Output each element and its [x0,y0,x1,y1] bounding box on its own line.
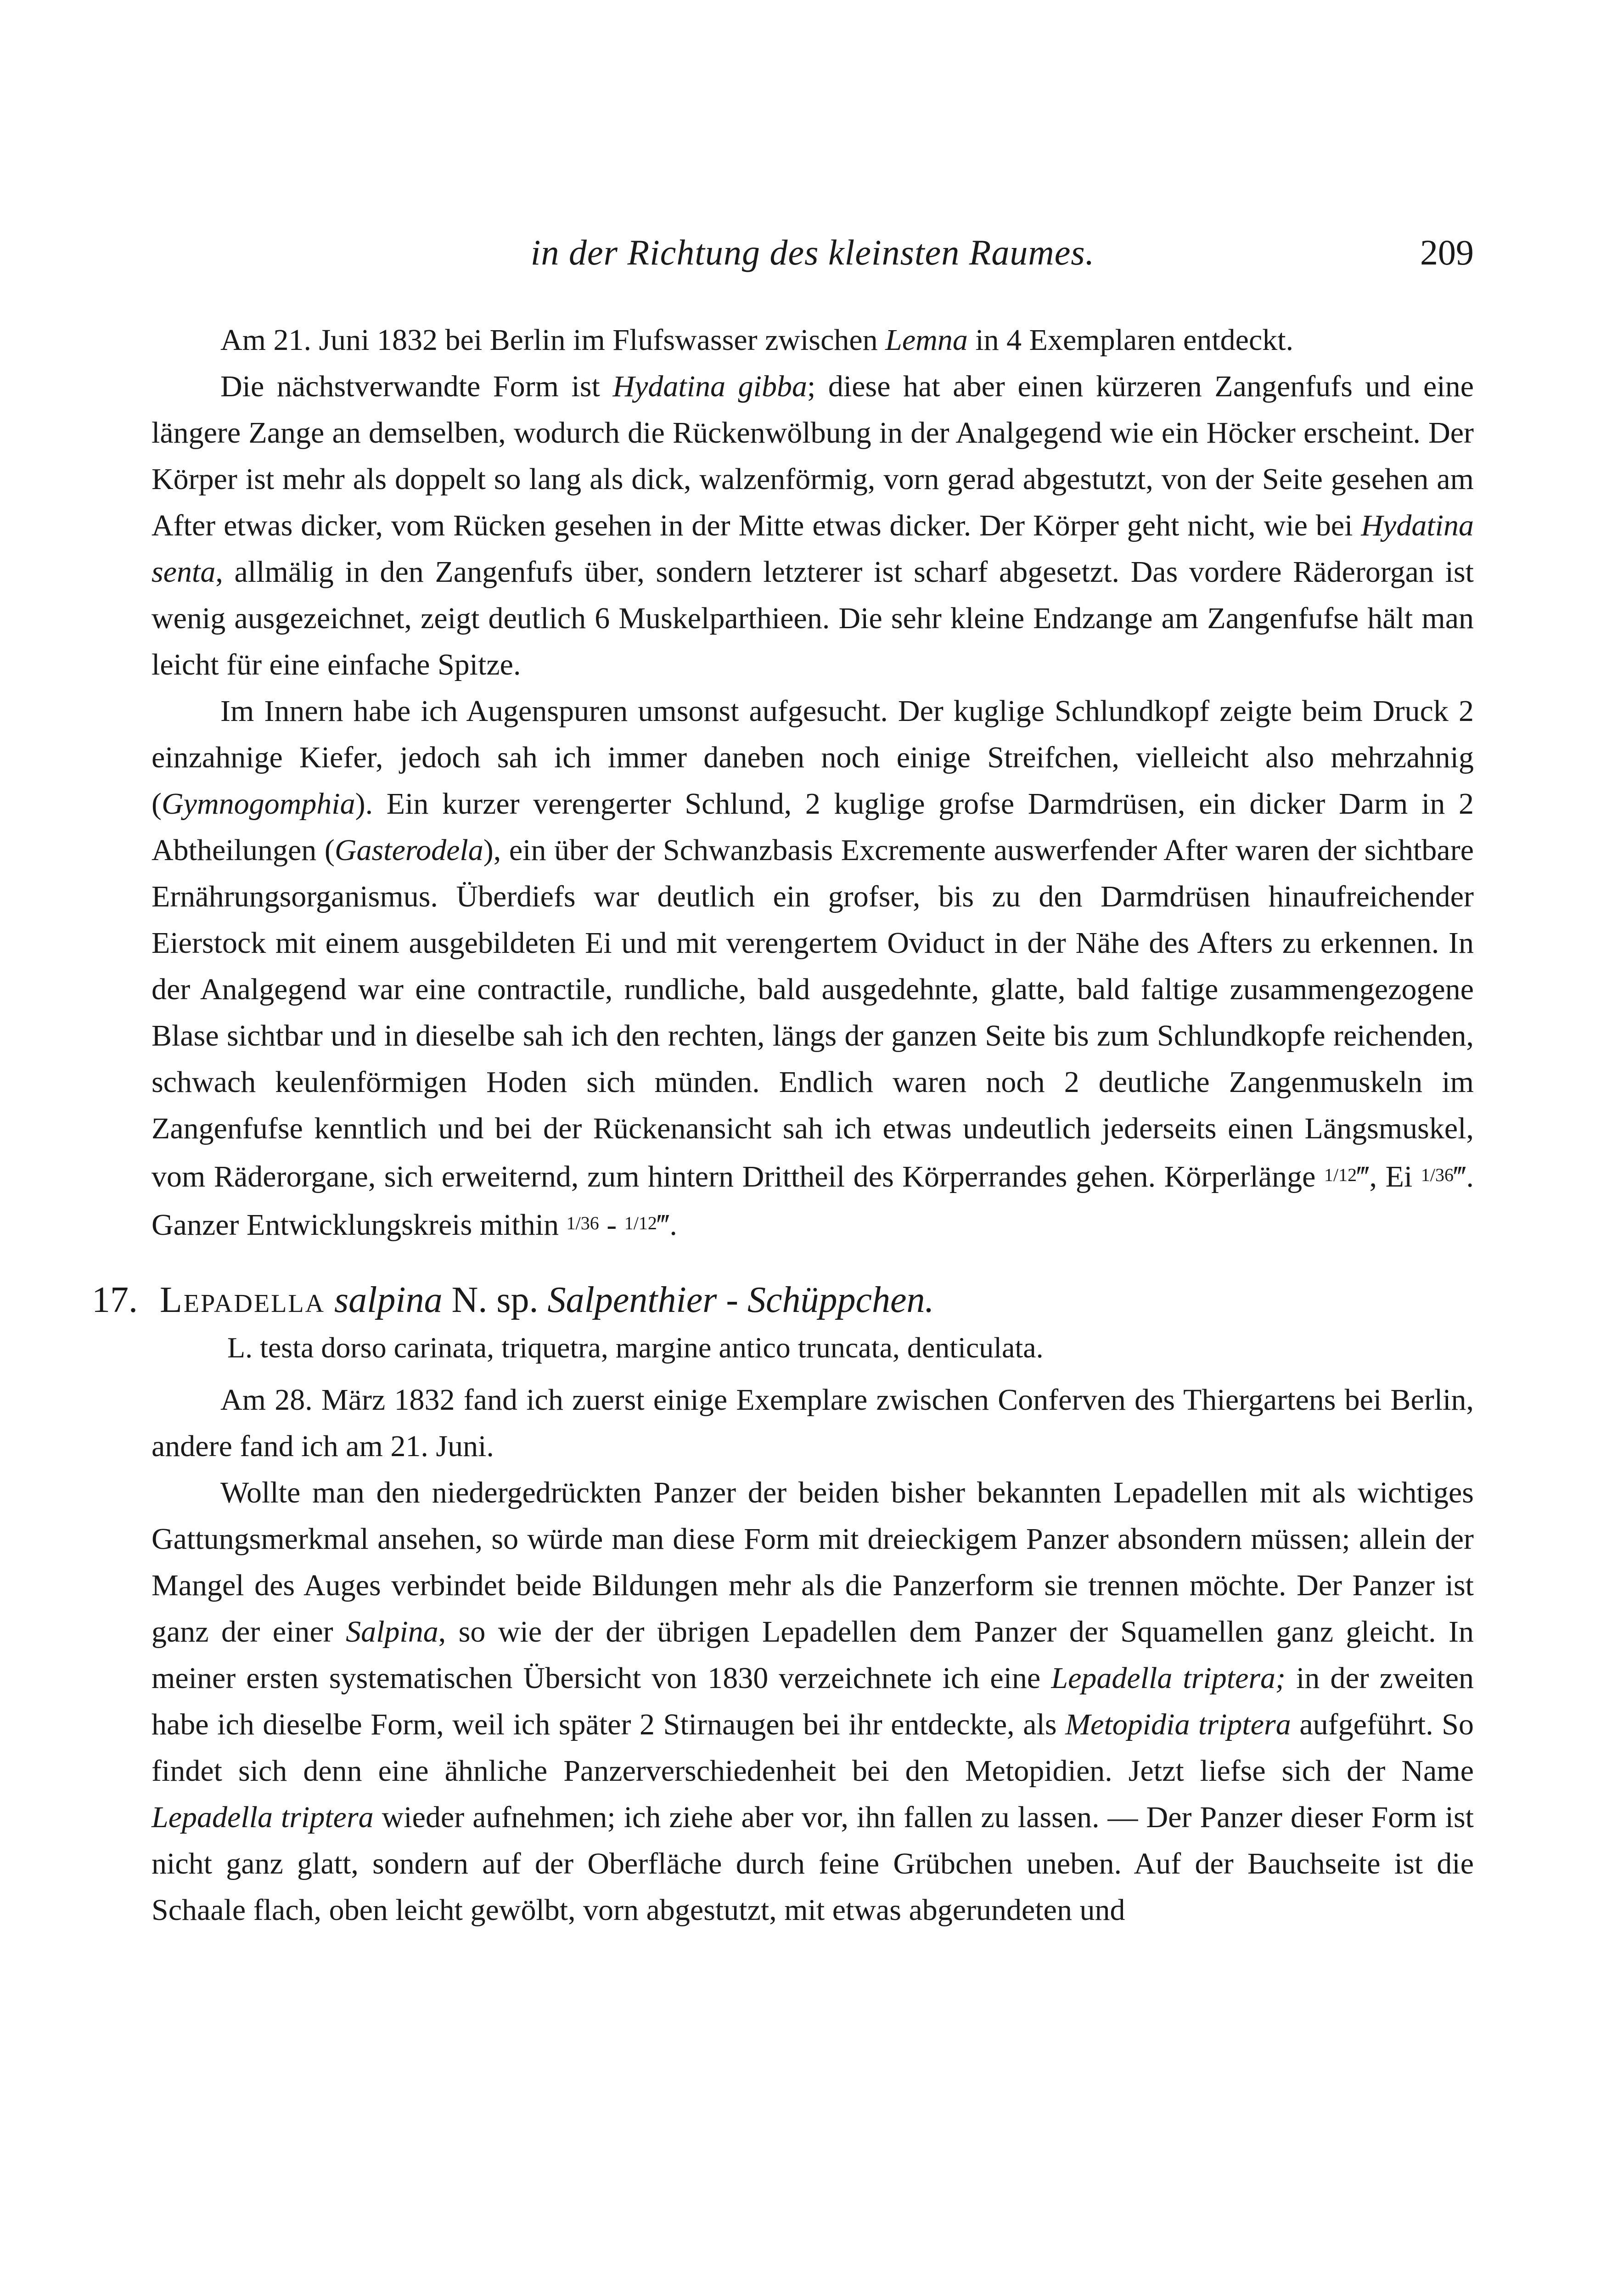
running-title: in der Richtung des kleinsten Raumes. [530,232,1095,272]
text-run: Wollte man den niedergedrückten Panzer der beiden bisher bekannten Lepadellen mit als wichtiges Gattungsmerkmal ansehen, so würde man diese Form mit dreieckigem Panzer absondern müssen; allein der Mangel des Auges verbindet beide Bildungen mehr als die Panzerform sie trennen möchte. Der Panzer ist ganz der einer [152,1476,1474,1649]
text-run: , allmälig in den Zangenfufs über, sondern letzterer ist scharf abgesetzt. Das vordere Räderorgan ist wenig ausgezeichnet, zeigt deutlich 6 Muskelparthieen. Die sehr kleine Endzange am Zangenfufse hält man leicht für eine einfache Spitze. [152,555,1474,681]
species-heading [92,1275,1474,1325]
text-run: ). Ein kurzer verengerter Schlund, 2 kuglige grofse Darmdrüsen, ein dicker Darm in 2 Abtheilungen ( [152,787,1474,867]
paragraph-finding: Am 28. März 1832 fand ich zuerst einige Exemplare zwischen Conferven des Thiergartens bei Berlin, andere fand ich am 21. Juni. [152,1383,1474,1463]
text-run: Am 21. Juni 1832 bei Berlin im Flufswasser zwischen [220,323,886,357]
taxon-name: Hydatina senta [152,509,1474,589]
paragraph-comparison [152,363,1474,688]
text-run: ‴. [657,1208,677,1242]
text-run: - [599,1208,624,1242]
fraction: 1/12 [1324,1165,1357,1185]
species-number: 17. [92,1280,138,1320]
text-run: Im Innern habe ich Augenspuren umsonst aufgesucht. Der kuglige Schlundkopf zeigte beim Druck 2 einzahnige Kiefer, jedoch sah ich immer daneben noch einige Streifchen, vielleicht also mehrzahnig ( [152,694,1474,821]
taxon-name: Hydatina gibba [612,370,807,403]
text-run: ‴, Ei [1357,1160,1421,1193]
text-run: ; diese hat aber einen kürzeren Zangenfufs und eine längere Zange an demselben, wodurch die Rückenwölbung in der Analgegend wie ein Höcker erscheint. Der Körper ist mehr als doppelt so lang als dick, walzenförmig, vorn gerad abgestutzt, von der Seite gesehen am After etwas dicker, vom Rücken gesehen in der Mitte etwas dicker. Der Körper geht nicht, wie bei [152,370,1474,542]
taxon-name: Lepadella triptera [152,1801,374,1834]
latin-diagnosis: L. testa dorso carinata, triquetra, margine antico truncata, denticulata. [227,1331,1044,1364]
common-name: Salpenthier - Schüppchen. [547,1280,934,1320]
text-run: Die nächstverwandte Form ist [220,370,613,403]
new-species-marker: N. sp. [451,1280,539,1320]
text-run: wieder aufnehmen; ich ziehe aber vor, ihn fallen zu lassen. — Der Panzer dieser Form ist nicht ganz glatt, sondern auf der Oberfläche durch feine Grübchen uneben. Auf der Bauchseite ist die Schaale flach, oben leicht gewölbt, vorn abgestutzt, mit etwas abgerundeten und [152,1801,1474,1927]
fraction: 1/36 [1421,1165,1454,1185]
taxon-term: Gasterodela [334,833,483,867]
text-run: ‴. Ganzer Entwicklungskreis mithin [152,1160,1474,1242]
genus-name: Lepadella [160,1280,326,1320]
taxon-name: Salpina [346,1615,438,1649]
taxon-name: Metopidia triptera [1065,1708,1291,1741]
page-number: 209 [1420,232,1474,272]
fraction: 1/12 [624,1213,657,1233]
paragraph-discovery [152,317,1474,363]
body-text [92,317,1474,1933]
taxon-name: Lemna [885,323,968,357]
paragraph-shell [152,1469,1474,1933]
fraction: 1/36 [566,1213,599,1233]
text-run: in 4 Exemplaren entdeckt. [967,323,1294,357]
text-run: , so wie der der übrigen Lepadellen dem Panzer der Squamellen ganz gleicht. In meiner ersten systematischen Übersicht von 1830 verzeichnete ich eine [152,1615,1474,1695]
text-run: ), ein über der Schwanzbasis Excremente auswerfender After waren der sichtbare Ernährungsorganismus. Überdiefs war deutlich ein grofser, bis zu den Darmdrüsen hinaufreichender Eierstock mit einem ausgebildeten Ei und mit verengertem Oviduct in der Nähe des Afters zu erkennen. In der Analgegend war eine contractile, rundliche, bald ausgedehnte, glatte, bald faltige zusammengezogene Blase sichtbar und in dieselbe sah ich den rechten, längs der ganzen Seite bis zum Schlundkopfe reichenden, schwach keulenförmigen Hoden sich münden. Endlich waren noch 2 deutliche Zangenmuskeln im Zangenfufse kenntlich und bei der Rückenansicht sah ich etwas undeutlich jederseits einen Längsmuskel, vom Räderorgane, sich erweiternd, zum hintern Drittheil des Körperrandes gehen. Körperlänge [152,833,1474,1193]
taxon-name: Lepadella triptera; [1051,1661,1286,1695]
text-run: aufgeführt. So findet sich denn eine ähnliche Panzerverschiedenheit bei den Metopidien. Jetzt liefse sich der Name [152,1708,1474,1788]
text-run: in der zweiten habe ich dieselbe Form, weil ich später 2 Stirnaugen bei ihr entdeckte, als [152,1661,1474,1741]
paragraph-anatomy [152,688,1474,1248]
page-header [152,232,1474,273]
taxon-term: Gymnogomphia [161,787,355,821]
species-epithet: salpina [334,1280,443,1320]
